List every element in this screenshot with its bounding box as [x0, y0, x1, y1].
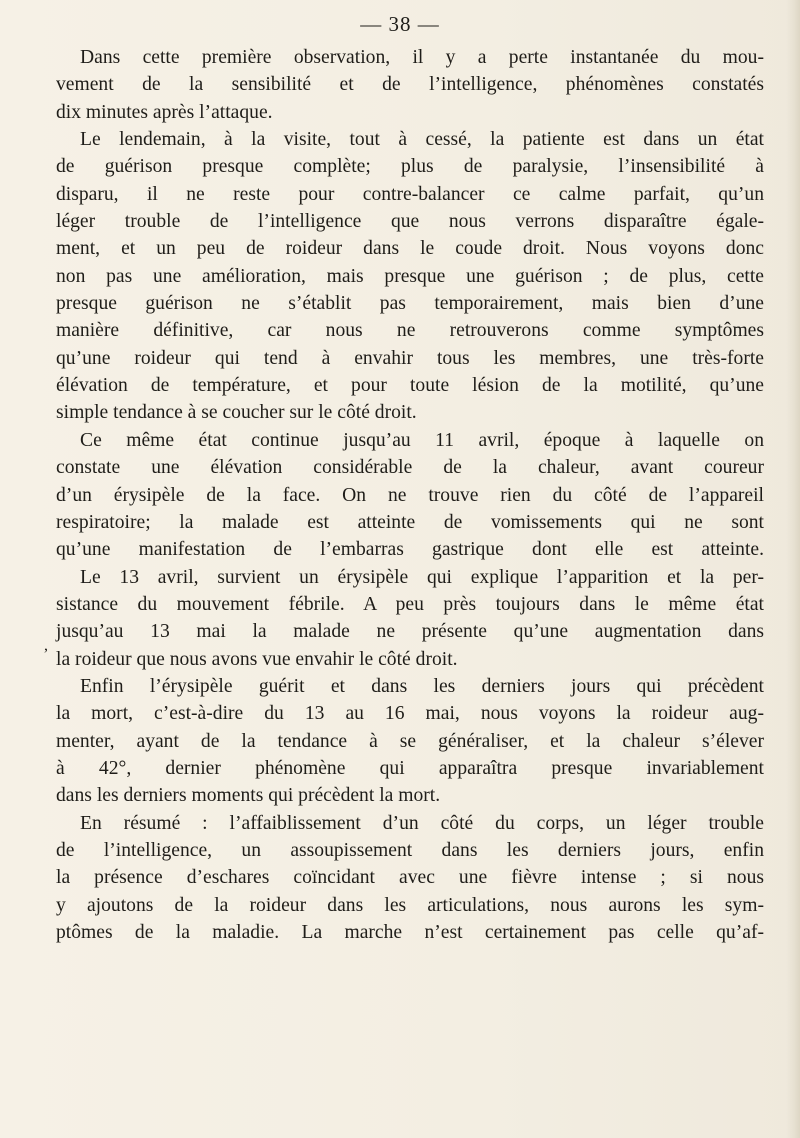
text-line: Ce même état continue jusqu’au 11 avril, époque à laquelle on [80, 429, 764, 451]
text-line: qu’une roideur qui tend à envahir tous les membres, une très-forte [56, 347, 764, 369]
text-line: manière définitive, car nous ne retrouverons comme symptômes [56, 320, 764, 342]
page-number-header: — 38 — [360, 12, 440, 36]
text-line: jusqu’au 13 mai la malade ne présente qu’une augmentation dans [56, 621, 764, 643]
text-line: Dans cette première observation, il y a perte instantanée du mou- [80, 47, 764, 68]
text-line: de l’intelligence, un assoupissement dans les derniers jours, enfin [56, 839, 764, 861]
text-line: la mort, c’est-à-dire du 13 au 16 mai, nous voyons la roideur aug- [56, 703, 764, 725]
text-line: Le lendemain, à la visite, tout à cessé, la patiente est dans un état [80, 129, 764, 151]
text-line: En résumé : l’affaiblissement d’un côté du corps, un léger trouble [80, 812, 764, 834]
text-line: ptômes de la maladie. La marche n’est certainement pas celle qu’af- [56, 922, 764, 943]
text-line: sistance du mouvement fébrile. A peu près toujours dans le même état [56, 593, 764, 615]
page-edge-shadow [786, 0, 800, 1138]
text-line: à 42°, dernier phénomène qui apparaîtra presque invariablement [56, 757, 764, 779]
text-line: respiratoire; la malade est atteinte de vomissements qui ne sont [56, 511, 764, 533]
text-line: d’un érysipèle de la face. On ne trouve rien du côté de l’appareil [56, 484, 764, 506]
text-line: vement de la sensibilité et de l’intelligence, phénomènes constatés [56, 74, 764, 96]
text-line: ment, et un peu de roideur dans le coude droit. Nous voyons donc [56, 238, 764, 260]
text-line: presque guérison ne s’établit pas temporairement, mais bien d’une [56, 293, 764, 315]
text-line: menter, ayant de la tendance à se généraliser, et la chaleur s’élever [56, 730, 764, 752]
text-line: élévation de température, et pour toute lésion de la motilité, qu’une [56, 375, 764, 397]
text-line: qu’une manifestation de l’embarras gastrique dont elle est atteinte. [56, 539, 764, 561]
text-line: non pas une amélioration, mais presque une guérison ; de plus, cette [56, 265, 764, 287]
margin-mark: , [44, 637, 48, 654]
text-line: la présence d’eschares coïncidant avec une fièvre intense ; si nous [56, 867, 764, 889]
text-line: Enfin l’érysipèle guérit et dans les derniers jours qui précèdent [80, 675, 764, 697]
text-line: léger trouble de l’intelligence que nous verrons disparaître égale- [56, 211, 764, 233]
text-line: de guérison presque complète; plus de paralysie, l’insensibilité à [56, 156, 764, 178]
text-line: dix minutes après l’attaque. [56, 101, 273, 123]
text-line: la roideur que nous avons vue envahir le côté droit. [56, 648, 458, 670]
text-line: constate une élévation considérable de la chaleur, avant coureur [56, 457, 764, 479]
body-text [56, 44, 764, 946]
text-line: simple tendance à se coucher sur le côté droit. [56, 402, 417, 424]
text-line: y ajoutons de la roideur dans les articulations, nous aurons les sym- [56, 894, 764, 916]
text-line: dans les derniers moments qui précèdent la mort. [56, 785, 441, 807]
text-line: disparu, il ne reste pour contre-balancer ce calme parfait, qu’un [56, 183, 764, 205]
text-line: Le 13 avril, survient un érysipèle qui explique l’apparition et la per- [80, 566, 764, 588]
